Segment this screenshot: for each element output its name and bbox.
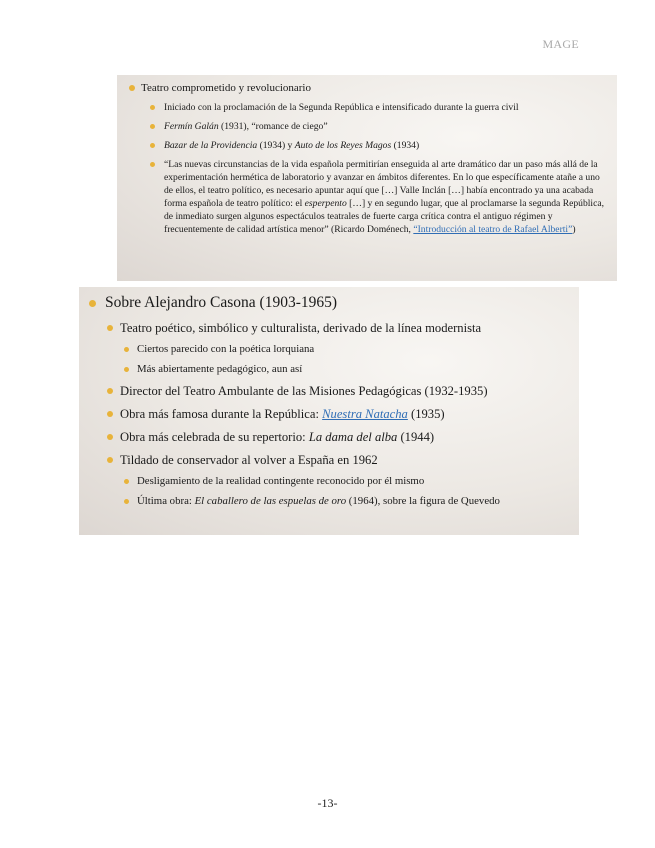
bullet-icon xyxy=(107,325,113,331)
bullet-icon xyxy=(129,85,135,91)
quote-part: […] y en segundo lugar, que al proclamarse la segunda República, de inmediato surgen algunos espectáculos teatrales de fuerte carga crítica contra el antiguo régimen y frecuentemente de calidad artística menor” (Ricardo Doménech, xyxy=(164,198,604,235)
item-rest: (1935) xyxy=(407,407,445,421)
page-number: -13- xyxy=(317,796,338,810)
item-text: Tildado de conservador al volver a España en 1962 xyxy=(120,453,378,467)
list-item xyxy=(141,158,607,236)
item-text: Ciertos parecido con la poética lorquiana xyxy=(137,343,315,355)
item-rest: (1964), sobre la figura de Quevedo xyxy=(346,495,500,507)
item-rest: (1931), “romance de ciego” xyxy=(218,121,328,132)
slide-alejandro-casona xyxy=(79,287,579,535)
item-text: Director del Teatro Ambulante de las Misiones Pedagógicas (1932-1935) xyxy=(120,384,488,398)
list-item xyxy=(141,120,607,133)
quote-text xyxy=(141,158,607,236)
page-header: MAGE xyxy=(542,37,579,51)
slide-heading: Teatro comprometido y revolucionario xyxy=(141,82,311,94)
item-text: Más abiertamente pedagógico, aun así xyxy=(137,363,303,375)
bullet-icon xyxy=(124,367,129,372)
item-text xyxy=(141,139,607,152)
item-text xyxy=(105,406,575,423)
list-item xyxy=(105,452,575,509)
quote-part: ) xyxy=(572,224,576,235)
work-title: Bazar de la Providencia xyxy=(164,140,258,151)
item-pre: Última obra: xyxy=(137,495,195,507)
slide-heading: Sobre Alejandro Casona (1903-1965) xyxy=(105,294,338,311)
work-title: Auto de los Reyes Magos xyxy=(294,140,392,151)
bullet-icon xyxy=(150,143,155,148)
work-title: Fermín Galán xyxy=(164,121,219,132)
item-rest: (1934) xyxy=(391,140,420,151)
list-item xyxy=(120,494,575,509)
bullet-icon xyxy=(107,388,113,394)
list-item xyxy=(127,81,607,236)
bullet-icon xyxy=(107,457,113,463)
item-text: Iniciado con la proclamación de la Segunda República e intensificado durante la guerra civil xyxy=(164,102,519,113)
item-mid: (1934) y xyxy=(257,140,295,151)
bullet-icon xyxy=(124,479,129,484)
bullet-icon xyxy=(107,434,113,440)
work-title: Nuestra Natacha xyxy=(322,407,408,421)
item-text: Desligamiento de la realidad contingente reconocido por él mismo xyxy=(137,475,425,487)
bullet-icon xyxy=(150,124,155,129)
item-pre: Obra más famosa durante la República: xyxy=(120,407,323,421)
list-item xyxy=(105,429,575,446)
list-item xyxy=(105,320,575,377)
work-link[interactable] xyxy=(322,407,408,421)
item-text xyxy=(141,120,607,133)
slide-teatro-comprometido xyxy=(117,75,617,281)
quote-italic: esperpento xyxy=(304,198,347,209)
quote-part: “Las nuevas circunstancias de la vida española permitirían enseguida al arte dramático dar un paso más allá de la experimentación hermética de laboratorio y avanzar en ámbitos diferentes. En lo que específicamente atañe a uno de ellos, el teatro político, es necesario apuntar aquí que […] Valle Inclán […] había encontrado ya una acabada forma española de teatro político: el xyxy=(164,159,600,209)
list-item xyxy=(105,406,575,423)
item-pre: Obra más celebrada de su repertorio: xyxy=(120,430,309,444)
item-rest: (1944) xyxy=(397,430,435,444)
item-text: Teatro poético, simbólico y culturalista, derivado de la línea modernista xyxy=(120,321,482,335)
list-item xyxy=(120,474,575,489)
list-item xyxy=(141,101,607,114)
list-item xyxy=(120,362,575,377)
bullet-icon xyxy=(107,411,113,417)
item-text xyxy=(105,429,575,446)
bullet-icon xyxy=(89,300,96,307)
work-title: La dama del alba xyxy=(308,430,398,444)
list-item xyxy=(141,139,607,152)
work-title: El caballero de las espuelas de oro xyxy=(194,495,347,507)
bullet-icon xyxy=(150,162,155,167)
source-link[interactable]: “Introducción al teatro de Rafael Alberti” xyxy=(413,224,573,235)
item-text xyxy=(120,494,575,509)
list-item xyxy=(87,293,575,509)
bullet-icon xyxy=(124,347,129,352)
bullet-icon xyxy=(124,499,129,504)
bullet-icon xyxy=(150,105,155,110)
list-item xyxy=(105,383,575,400)
list-item xyxy=(120,342,575,357)
